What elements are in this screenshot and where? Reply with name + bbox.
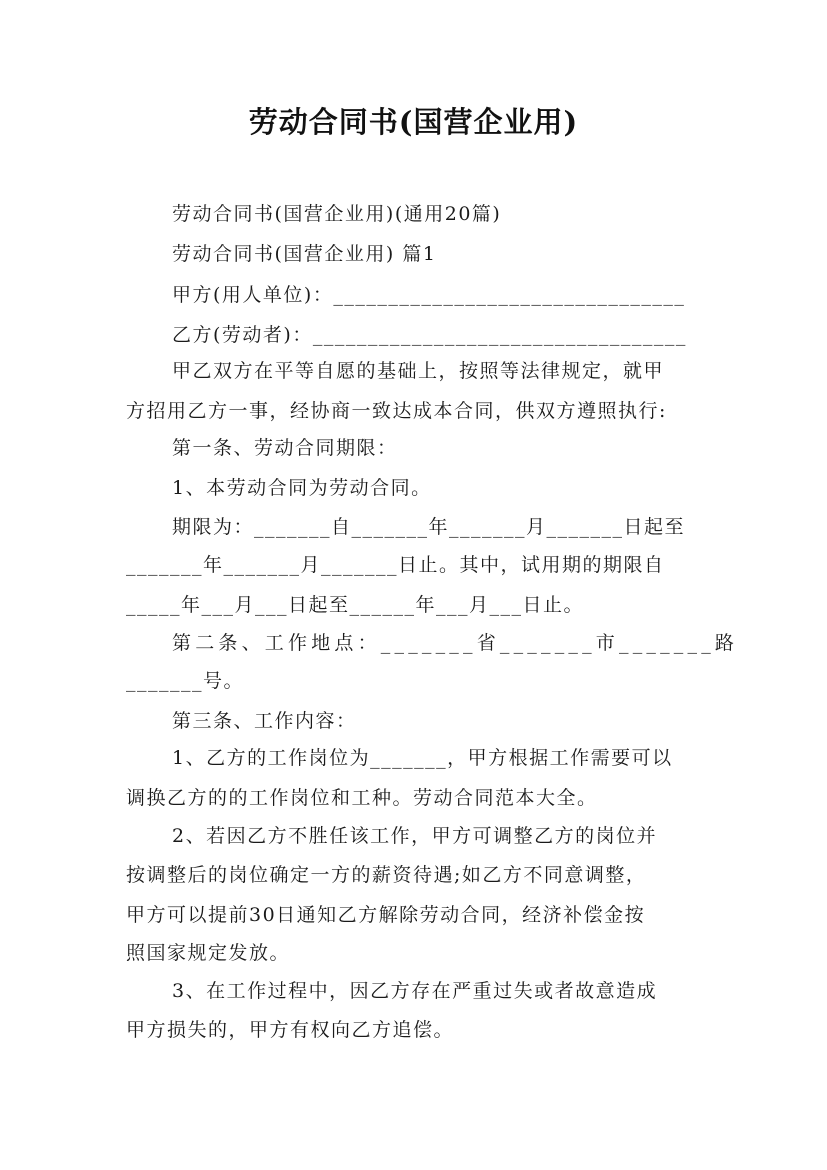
paragraph-line: _______号。: [126, 670, 245, 692]
paragraph-line: 方招用乙方一事，经协商一致达成本合同，供双方遵照执行:: [126, 400, 667, 422]
paragraph-line: 1、本劳动合同为劳动合同。: [172, 477, 432, 499]
paragraph-line: 3、在工作过程中，因乙方存在严重过失或者故意造成: [172, 980, 658, 1002]
section-heading: 劳动合同书(国营企业用) 篇1: [172, 243, 437, 265]
paragraph-line: 调换乙方的的工作岗位和工种。劳动合同范本大全。: [126, 787, 598, 809]
paragraph-line: 甲方可以提前30日通知乙方解除劳动合同，经济补偿金按: [126, 904, 646, 926]
article-heading: 第二条、工作地点：_______省_______市_______路: [172, 632, 739, 654]
paragraph-line: 1、乙方的工作岗位为_______，甲方根据工作需要可以: [172, 747, 673, 769]
paragraph-line: 2、若因乙方不胜任该工作，甲方可调整乙方的岗位并: [172, 825, 658, 847]
document-title: 劳动合同书(国营企业用): [248, 105, 579, 139]
article-heading: 第一条、劳动合同期限：: [172, 437, 398, 459]
paragraph-line: 照国家规定发放。: [126, 942, 291, 964]
paragraph-line: 按调整后的岗位确定一方的薪资待遇;如乙方不同意调整，: [126, 864, 647, 886]
paragraph-line: _____年___月___日起至______年___月___日止。: [126, 594, 585, 616]
party-a-line: 甲方(用人单位)：________________________________: [172, 284, 686, 306]
paragraph-line: 期限为：_______自_______年_______月_______日起至: [172, 516, 686, 538]
paragraph-line: 甲方损失的，甲方有权向乙方追偿。: [126, 1019, 455, 1041]
party-b-line: 乙方(劳动者)：__________________________________: [172, 324, 687, 346]
subtitle-line: 劳动合同书(国营企业用)(通用20篇): [172, 203, 502, 225]
paragraph-line: _______年_______月_______日止。其中，试用期的期限自: [126, 554, 665, 576]
article-heading: 第三条、工作内容：: [172, 710, 357, 732]
paragraph-line: 甲乙双方在平等自愿的基础上，按照等法律规定，就甲: [172, 360, 665, 382]
